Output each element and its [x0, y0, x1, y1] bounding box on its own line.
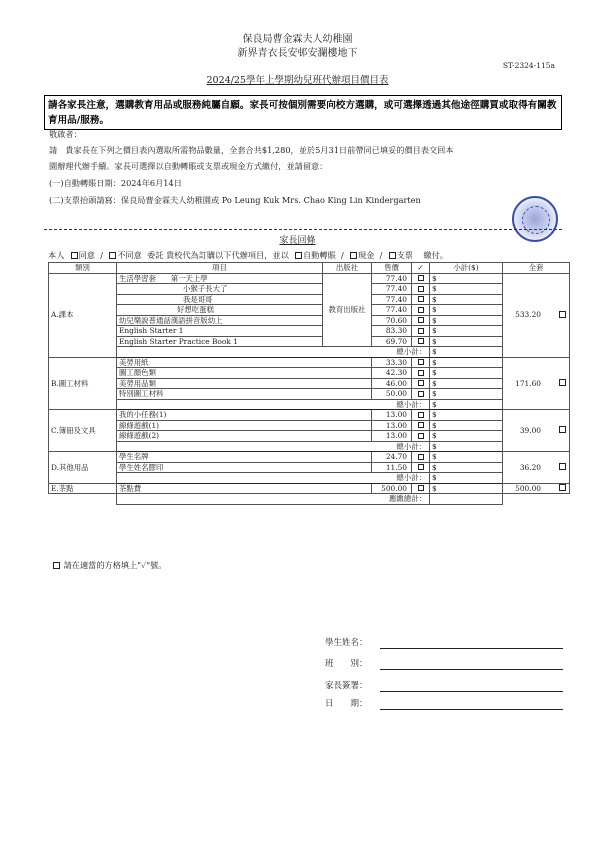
- class-field[interactable]: [380, 669, 563, 670]
- price-cell: 50.00: [372, 389, 412, 400]
- consent-line: [48, 250, 448, 261]
- col-header-check: ✓: [412, 263, 430, 274]
- subtotal-cell: $: [430, 305, 503, 316]
- price-cell: 13.00: [372, 420, 412, 431]
- select-checkbox[interactable]: [412, 378, 430, 389]
- reply-slip-heading-text: 家長回條: [279, 236, 316, 246]
- category-cell: C.簿冊及文具: [49, 410, 117, 452]
- item-cell: English Starter 1: [117, 326, 323, 337]
- item-cell: 學生名牌: [117, 452, 372, 463]
- select-checkbox[interactable]: [412, 326, 430, 337]
- select-checkbox[interactable]: [412, 305, 430, 316]
- checkbox-icon: [418, 422, 424, 428]
- checkbox-icon: [418, 464, 424, 470]
- grand-total-label: 應繳總計：: [117, 494, 430, 505]
- select-checkbox[interactable]: [412, 420, 430, 431]
- consent-prefix: 本人: [48, 250, 65, 260]
- table-row: [49, 389, 570, 400]
- subtotal-cell: $: [430, 284, 503, 295]
- select-checkbox[interactable]: [412, 294, 430, 305]
- category-cell: A.課本: [49, 273, 117, 357]
- checkbox-icon: [418, 359, 424, 365]
- select-checkbox[interactable]: [412, 336, 430, 347]
- item-cell: 美勞用品類: [117, 378, 372, 389]
- col-header-full-set: 全套: [503, 263, 570, 274]
- col-header-item: 項目: [117, 263, 323, 274]
- checkbox-icon: [418, 391, 424, 397]
- checkbox-icon: [418, 338, 424, 344]
- subtotal-cell: $: [430, 378, 503, 389]
- select-checkbox[interactable]: [412, 368, 430, 379]
- table-row: [49, 294, 570, 305]
- table-row: [49, 284, 570, 295]
- page-title-text: 2024/25學年上學期幼兒班代辦項目價目表: [206, 75, 389, 86]
- table-row: [49, 305, 570, 316]
- table-row: [49, 368, 570, 379]
- cheque-payee: (二)支票抬頭請寫：保良局曹金霖夫人幼稚園或 Po Leung Kuk Mrs. Chao King Lin Kindergarten: [49, 195, 421, 205]
- set-price: 36.20: [519, 462, 541, 472]
- category-cell: E.茶點: [49, 483, 117, 494]
- cheque-label: 支票: [396, 250, 413, 260]
- subtotal-row: [49, 473, 570, 484]
- empty-cell: [503, 494, 570, 505]
- checkbox-icon: [53, 562, 60, 569]
- price-cell: 24.70: [372, 452, 412, 463]
- set-checkbox[interactable]: [559, 426, 566, 433]
- footnote: [52, 560, 167, 571]
- checkbox-icon: [418, 296, 424, 302]
- select-checkbox[interactable]: [412, 410, 430, 421]
- item-cell: 好想吃蛋糕: [117, 305, 323, 316]
- item-cell: 小猴子長大了: [117, 284, 323, 295]
- price-cell: 11.50: [372, 462, 412, 473]
- item-cell: 線條遊戲(2): [117, 431, 372, 442]
- item-cell: 幼兒樂說普通話漢語拼音版幼上: [117, 315, 323, 326]
- set-checkbox[interactable]: [559, 463, 566, 470]
- checkbox-icon: [418, 412, 424, 418]
- price-cell: 77.40: [372, 273, 412, 284]
- set-price-cell: [503, 483, 570, 494]
- select-checkbox[interactable]: [412, 452, 430, 463]
- price-cell: 13.00: [372, 410, 412, 421]
- subtotal-cell: $: [430, 399, 503, 410]
- set-price: 171.60: [515, 378, 541, 388]
- autopay-checkbox[interactable]: [295, 252, 302, 259]
- price-cell: 77.40: [372, 305, 412, 316]
- select-checkbox[interactable]: [412, 431, 430, 442]
- price-table: [48, 262, 570, 505]
- price-cell: 69.70: [372, 336, 412, 347]
- price-cell: 77.40: [372, 284, 412, 295]
- table-row: [49, 462, 570, 473]
- category-cell: B.圖工材料: [49, 357, 117, 410]
- checkbox-icon: [418, 454, 424, 460]
- page-title: [0, 72, 595, 86]
- subtotal-cell: $: [430, 462, 503, 473]
- checkbox-icon: [418, 275, 424, 281]
- grand-total-cell: [430, 494, 503, 505]
- price-cell: 500.00: [372, 483, 412, 494]
- subtotal-cell: $: [430, 347, 503, 358]
- subtotal-cell: $: [430, 336, 503, 347]
- select-checkbox[interactable]: [412, 389, 430, 400]
- checkbox-icon: [418, 370, 424, 376]
- set-checkbox[interactable]: [559, 379, 566, 386]
- checkbox-icon: [418, 317, 424, 323]
- item-cell: 圖工顏色類: [117, 368, 372, 379]
- select-checkbox[interactable]: [412, 284, 430, 295]
- category-cell: D.其他用品: [49, 452, 117, 484]
- footnote-text: 請在適當的方格填上"✓"號。: [63, 560, 167, 570]
- table-row: [49, 410, 570, 421]
- table-row: [49, 420, 570, 431]
- subtotal-cell: $: [430, 273, 503, 284]
- item-cell: 線條遊戲(1): [117, 420, 372, 431]
- set-checkbox[interactable]: [559, 484, 566, 491]
- subtotal-cell: $: [430, 473, 503, 484]
- letter-line-1: 請 貴家長在下列之價目表內選取所需物品數量，全套合共$1,280，並於5月31日前帶同已填妥的價目表交回本: [49, 145, 454, 155]
- separator: /: [341, 250, 344, 260]
- col-header-price: 售價: [372, 263, 412, 274]
- separator: /: [379, 250, 383, 260]
- table-row: [49, 326, 570, 337]
- price-cell: 42.30: [372, 368, 412, 379]
- agree-checkbox[interactable]: [71, 252, 78, 259]
- subtotal-cell: $: [430, 420, 503, 431]
- subtotal-cell: $: [430, 389, 503, 400]
- cash-checkbox[interactable]: [350, 252, 357, 259]
- item-cell: 我是哥哥: [117, 294, 323, 305]
- subtotal-row: [49, 347, 570, 358]
- subtotal-cell: $: [430, 483, 503, 494]
- item-cell: English Starter Practice Book 1: [117, 336, 323, 347]
- disagree-checkbox[interactable]: [109, 252, 116, 259]
- consent-middle: 委託 貴校代為訂購以下代辦項目，並以: [147, 250, 289, 260]
- agree-label: 同意: [78, 250, 95, 260]
- checkbox-icon: [418, 380, 424, 386]
- student-name-field[interactable]: [380, 648, 563, 649]
- subtotal-label: 總小計：: [117, 347, 430, 358]
- empty-cell: [49, 494, 117, 505]
- disagree-label: 不同意: [117, 250, 142, 260]
- item-cell: 特別圖工材料: [117, 389, 372, 400]
- cash-label: 現金: [357, 250, 375, 260]
- consent-suffix: 繳付。: [423, 250, 448, 260]
- col-header-category: 類別: [49, 263, 117, 274]
- select-checkbox[interactable]: [412, 357, 430, 368]
- col-header-subtotal: 小計($): [430, 263, 503, 274]
- set-price: 39.00: [519, 425, 541, 435]
- price-cell: 46.00: [372, 378, 412, 389]
- item-cell: 生活學習套 第一天上學: [117, 273, 323, 284]
- cheque-checkbox[interactable]: [389, 252, 396, 259]
- set-price-cell: [503, 452, 570, 484]
- price-cell: 83.30: [372, 326, 412, 337]
- subtotal-label: 總小計：: [117, 441, 430, 452]
- checkbox-icon: [418, 433, 424, 439]
- table-row: [49, 273, 570, 284]
- checkbox-icon: [418, 307, 424, 313]
- subtotal-cell: $: [430, 315, 503, 326]
- item-cell: 茶點費: [117, 483, 372, 494]
- checkbox-icon: [418, 286, 424, 292]
- set-price-cell: [503, 410, 570, 452]
- publisher-cell: 教育出版社: [323, 273, 372, 347]
- letter-line-2: 園辦理代辦手續。家長可選擇以自動轉賬或支票或現金方式繳付，並請留意：: [49, 161, 328, 171]
- school-address: 新界青衣長安邨安瀾樓地下: [237, 48, 358, 59]
- set-checkbox[interactable]: [559, 311, 566, 318]
- table-row: [49, 336, 570, 347]
- price-cell: 70.60: [372, 315, 412, 326]
- subtotal-row: [49, 441, 570, 452]
- grand-total-row: [49, 494, 570, 505]
- subtotal-label: 總小計：: [117, 399, 430, 410]
- autopay-date: (一)自動轉賬日期：2024年6月14日: [49, 178, 182, 188]
- price-cell: 77.40: [372, 294, 412, 305]
- item-cell: 美勞用紙: [117, 357, 372, 368]
- col-header-publisher: 出版社: [323, 263, 372, 274]
- set-price: 533.20: [515, 310, 541, 320]
- table-row: [49, 315, 570, 326]
- voluntary-notice: 請各家長注意，選購教育用品或服務純屬自願。家長可按個別需要向校方選購，或可選擇透過其他途徑購買或取得有關教育用品/服務。: [44, 95, 562, 130]
- subtotal-cell: $: [430, 410, 503, 421]
- subtotal-cell: $: [430, 357, 503, 368]
- select-checkbox[interactable]: [412, 273, 430, 284]
- select-checkbox[interactable]: [412, 483, 430, 494]
- parent-signature-field[interactable]: [380, 691, 563, 692]
- parent-signature-label: 家長簽署：: [325, 681, 368, 691]
- item-cell: 學生姓名膠印: [117, 462, 372, 473]
- checkbox-icon: [418, 485, 424, 491]
- table-row: [49, 483, 570, 494]
- class-label: 班 別：: [325, 659, 368, 669]
- date-field[interactable]: [380, 709, 563, 710]
- school-name: 保良局曹金霖夫人幼稚園: [242, 34, 353, 45]
- separator: /: [100, 250, 103, 260]
- set-price-cell: [503, 357, 570, 410]
- document-code: ST-2324-115a: [502, 61, 555, 70]
- student-name-label: 學生姓名：: [325, 638, 368, 648]
- price-cell: 33.30: [372, 357, 412, 368]
- subtotal-cell: $: [430, 368, 503, 379]
- item-cell: 我的小任務(1): [117, 410, 372, 421]
- set-price: 500.00: [515, 483, 541, 493]
- autopay-label: 自動轉賬: [303, 250, 336, 260]
- select-checkbox[interactable]: [412, 315, 430, 326]
- subtotal-cell: $: [430, 452, 503, 463]
- table-header-row: [49, 263, 570, 274]
- table-row: [49, 378, 570, 389]
- subtotal-row: [49, 399, 570, 410]
- subtotal-cell: $: [430, 431, 503, 442]
- checkbox-icon: [418, 328, 424, 334]
- select-checkbox[interactable]: [412, 462, 430, 473]
- price-cell: 13.00: [372, 431, 412, 442]
- set-price-cell: [503, 273, 570, 357]
- subtotal-cell: $: [430, 441, 503, 452]
- cut-line-divider: [44, 229, 562, 230]
- subtotal-cell: $: [430, 294, 503, 305]
- date-label: 日 期：: [325, 699, 368, 709]
- subtotal-label: 總小計：: [117, 473, 430, 484]
- table-row: [49, 431, 570, 442]
- reply-slip-heading: [0, 233, 595, 246]
- table-row: [49, 452, 570, 463]
- table-row: [49, 357, 570, 368]
- subtotal-cell: $: [430, 326, 503, 337]
- salutation: 敬啟者：: [49, 129, 82, 139]
